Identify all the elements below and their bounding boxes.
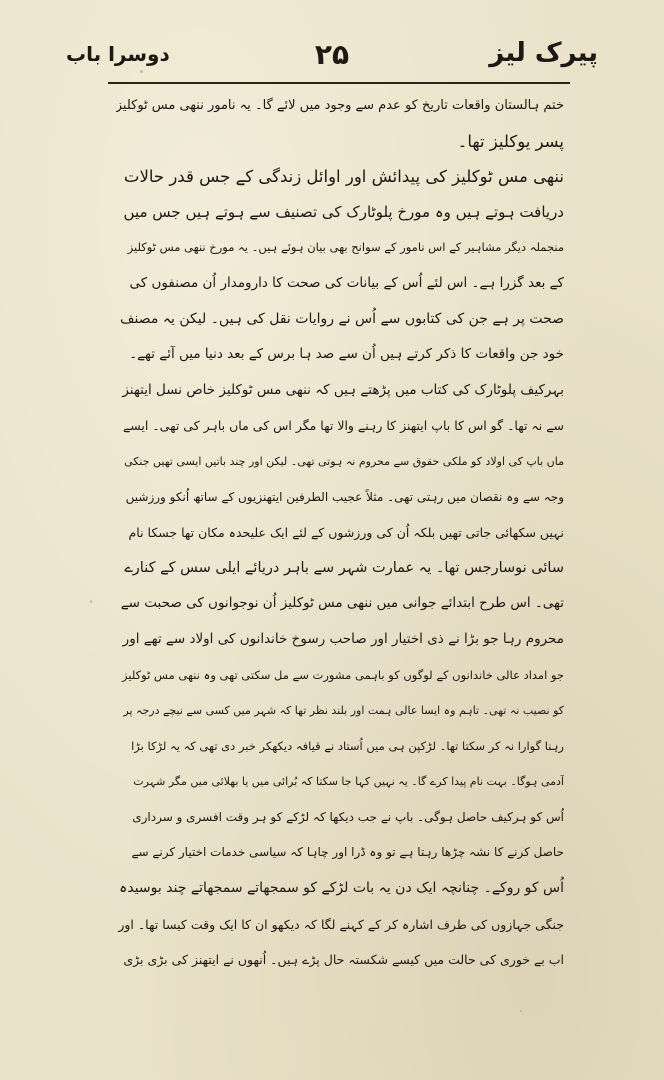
running-title: پیرک لیز xyxy=(489,38,598,68)
text-line: منجملہ دیگر مشاہیر کے اس نامور کے سوانح بھی بیان ہوئے ہیں۔ یہ مورخ ننھی مس ٹوکلیز xyxy=(127,240,564,255)
text-line: ماں باپ کی اولاد کو ملکی حقوق سے محروم نہ ہوتی تھی۔ لیکن اور چند باتیں ایسی تھیں جنکی xyxy=(124,454,564,468)
text-line: ختم ہالستان واقعات تاریخ کو عدم سے وجود میں لائے گا۔ یہ نامور ننھی مس ٹوکلیز xyxy=(116,98,564,113)
text-line: محروم رہا جو بڑا نے ذی اختیار اور صاحب رسوخ خاندانوں کی اولاد سے تھے اور xyxy=(122,630,564,647)
text-line: وجہ سے وہ نقصان میں رہتی تھی۔ مثلاً عجیب الطرفین ایتھنزیوں کے ساتھ اُنکو ورزشیں xyxy=(125,489,564,504)
text-line: خود جن واقعات کا ذکر کرتے ہیں اُن سے صد ہا برس کے بعد دنیا میں آئے تھے۔ xyxy=(129,346,564,363)
text-line: جو امداد عالی خاندانوں کے لوگوں کو باہمی مشورت سے مل سکتی تھی وہ ننھی مس ٹوکلیز xyxy=(122,667,564,682)
text-line: کو نصیب نہ تھی۔ تاہم وہ ایسا عالی ہمت اور بلند نظر تھا کہ شہر میں کسی سے نیچے درجہ پر xyxy=(123,704,564,718)
header-rule xyxy=(108,82,570,84)
text-line: بہرکیف پلوٹارک کی کتاب میں پڑھتے ہیں کہ ننھی مس ٹوکلیز خاص نسل ایتھنز xyxy=(122,381,564,398)
text-line: پسر یوکلیز تھا۔ xyxy=(457,131,564,151)
body-text xyxy=(116,88,564,1024)
text-line: اُس کو روکے۔ چنانچہ ایک دن یہ بات لڑکے کو سمجھاتے سمجھاتے چند بوسیدہ xyxy=(119,880,564,897)
paper-speck xyxy=(520,1010,522,1012)
paper-speck xyxy=(140,70,143,73)
text-line: اب بے خوری کی حالت میں کیسے شکستہ حال پڑے ہیں۔ اُنھوں نے ایتھنز کی بڑی بڑی xyxy=(123,952,564,968)
paper-speck xyxy=(90,600,92,603)
text-line: آدمی ہوگا۔ بہت نام پیدا کرے گا۔ یہ نہیں کہا جا سکتا کہ بُرائی میں یا بھلائی میں مگر شہرت xyxy=(133,775,564,789)
text-line: سائی نوسارجس تھا۔ یہ عمارت شہر سے باہر دریائے ایلی سس کے کنارے xyxy=(124,559,564,576)
text-line: سے نہ تھا۔ گو اس کا باپ ایتھنز کا رہنے والا تھا مگر اس کی ماں باہر کی تھی۔ ایسے xyxy=(122,418,564,434)
text-line: حاصل کرنے کا نشہ چڑھا رہتا ہے تو وہ ڈرا اور چاہا کہ سیاسی خدمات اختیار کرنے سے xyxy=(131,845,564,860)
text-line: دریافت ہوتے ہیں وہ مورخ پلوٹارک کی تصنیف سے ہوتے ہیں جس میں xyxy=(123,202,564,221)
text-line: تھی۔ اس طرح ابتدائے جوانی میں ننھی مس ٹوکلیز اُن نوجوانوں کی صحبت سے xyxy=(120,595,564,612)
text-line: جنگی جہازوں کی طرف اشارہ کر کے کہنے لگا کہ دیکھو ان کا ایک وقت کیسا تھا۔ اور xyxy=(118,916,564,932)
page-number: ۲۵ xyxy=(314,38,350,71)
text-line: اُس کو ہرکیف حاصل ہوگی۔ باپ نے جب دیکھا کہ لڑکے کو ہر وقت افسری و سرداری xyxy=(132,809,564,824)
text-line: رہنا گوارا نہ کر سکتا تھا۔ لڑکپن ہی میں اُستاد نے قیافہ دیکھکر خبر دی تھی کہ یہ لڑکا بڑا xyxy=(131,738,564,753)
chapter-title: دوسرا باب xyxy=(66,42,170,66)
text-line: کے بعد گزرا ہے۔ اس لئے اُس کے بیانات کی صحت کا دارومدار اُن مصنفوں کی xyxy=(129,274,564,291)
text-line: نہیں سکھائی جاتی تھیں بلکہ اُن کی ورزشوں کے لئے ایک علیحدہ مکان تھا جسکا نام xyxy=(128,525,564,541)
text-line: صحت پر ہے جن کی کتابوں سے اُس نے روایات نقل کی ہیں۔ لیکن یہ مصنف xyxy=(120,310,564,327)
text-line: ننھی مس ٹوکلیز کی پیدائش اور اوائل زندگی کے جس قدر حالات xyxy=(123,167,564,187)
